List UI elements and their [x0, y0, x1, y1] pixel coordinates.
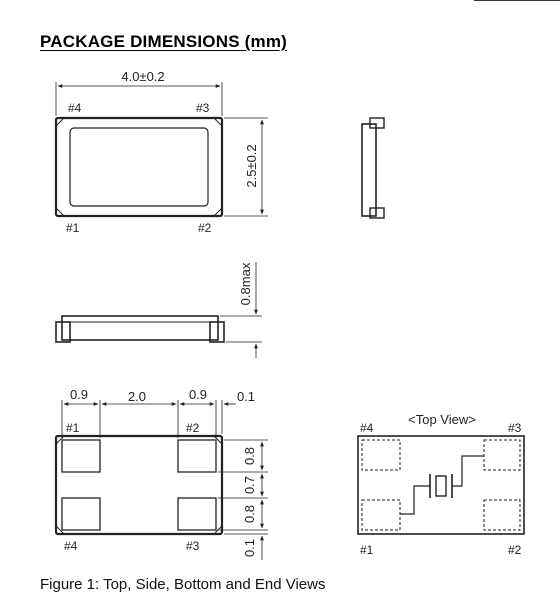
bottom-dim-edge: 0.1 — [236, 389, 256, 404]
top-view-outline — [56, 118, 222, 216]
bottom-dim-pad-right: 0.9 — [188, 387, 208, 402]
bottom-dim-pad-left: 0.9 — [69, 387, 89, 402]
figure-caption: Figure 1: Top, Side, Bottom and End Views — [40, 576, 326, 593]
end-view-top-cap — [370, 118, 384, 128]
schematic-pin-tr: #3 — [508, 421, 522, 435]
bottom-pad-bl — [62, 498, 100, 530]
crystal-wire-right — [452, 456, 484, 486]
top-view — [56, 82, 268, 216]
schematic-pad-tl — [362, 440, 400, 470]
schematic-pad-bl — [362, 500, 400, 530]
schematic-pad-tr — [484, 440, 520, 470]
crystal-wire-left — [400, 486, 430, 514]
top-view-lid — [70, 128, 208, 206]
bottom-pin-bl: #4 — [64, 539, 78, 553]
top-width-label: 4.0±0.2 — [121, 69, 165, 84]
schematic-label: <Top View> — [408, 412, 476, 427]
schematic-view — [358, 436, 524, 534]
top-pin-tl: #4 — [68, 101, 82, 115]
schematic-pin-tl: #4 — [360, 421, 374, 435]
schematic-pin-bl: #1 — [360, 543, 374, 557]
side-view-body — [62, 316, 218, 340]
bottom-view-outline — [56, 436, 222, 534]
bottom-pad-br — [178, 498, 216, 530]
bottom-pin-br: #3 — [186, 539, 200, 553]
side-view-right-terminal — [210, 322, 224, 342]
schematic-pin-br: #2 — [508, 543, 522, 557]
page-title: PACKAGE DIMENSIONS (mm) — [40, 32, 288, 51]
bottom-pad-tr — [178, 440, 216, 472]
side-height-label: 0.8max — [238, 262, 253, 306]
top-pin-br: #2 — [198, 221, 212, 235]
bottom-pin-tl: #1 — [66, 421, 80, 435]
top-pin-bl: #1 — [66, 221, 80, 235]
end-view — [362, 118, 384, 218]
bottom-vdim-3: 0.8 — [242, 504, 257, 524]
bottom-pad-tl — [62, 440, 100, 472]
crystal-symbol — [436, 476, 446, 496]
schematic-outline — [358, 436, 524, 534]
bottom-vdim-2: 0.7 — [242, 475, 257, 495]
side-view-left-terminal — [56, 322, 70, 342]
bottom-view — [56, 400, 268, 560]
bottom-pin-tr: #2 — [186, 421, 200, 435]
bottom-dim-gap: 2.0 — [127, 389, 147, 404]
top-height-label: 2.5±0.2 — [244, 144, 259, 188]
end-view-body — [362, 124, 376, 216]
schematic-pad-br — [484, 500, 520, 530]
side-view — [56, 262, 262, 358]
top-pin-tr: #3 — [196, 101, 210, 115]
bottom-vdim-4: 0.1 — [242, 538, 257, 558]
bottom-vdim-1: 0.8 — [242, 446, 257, 466]
